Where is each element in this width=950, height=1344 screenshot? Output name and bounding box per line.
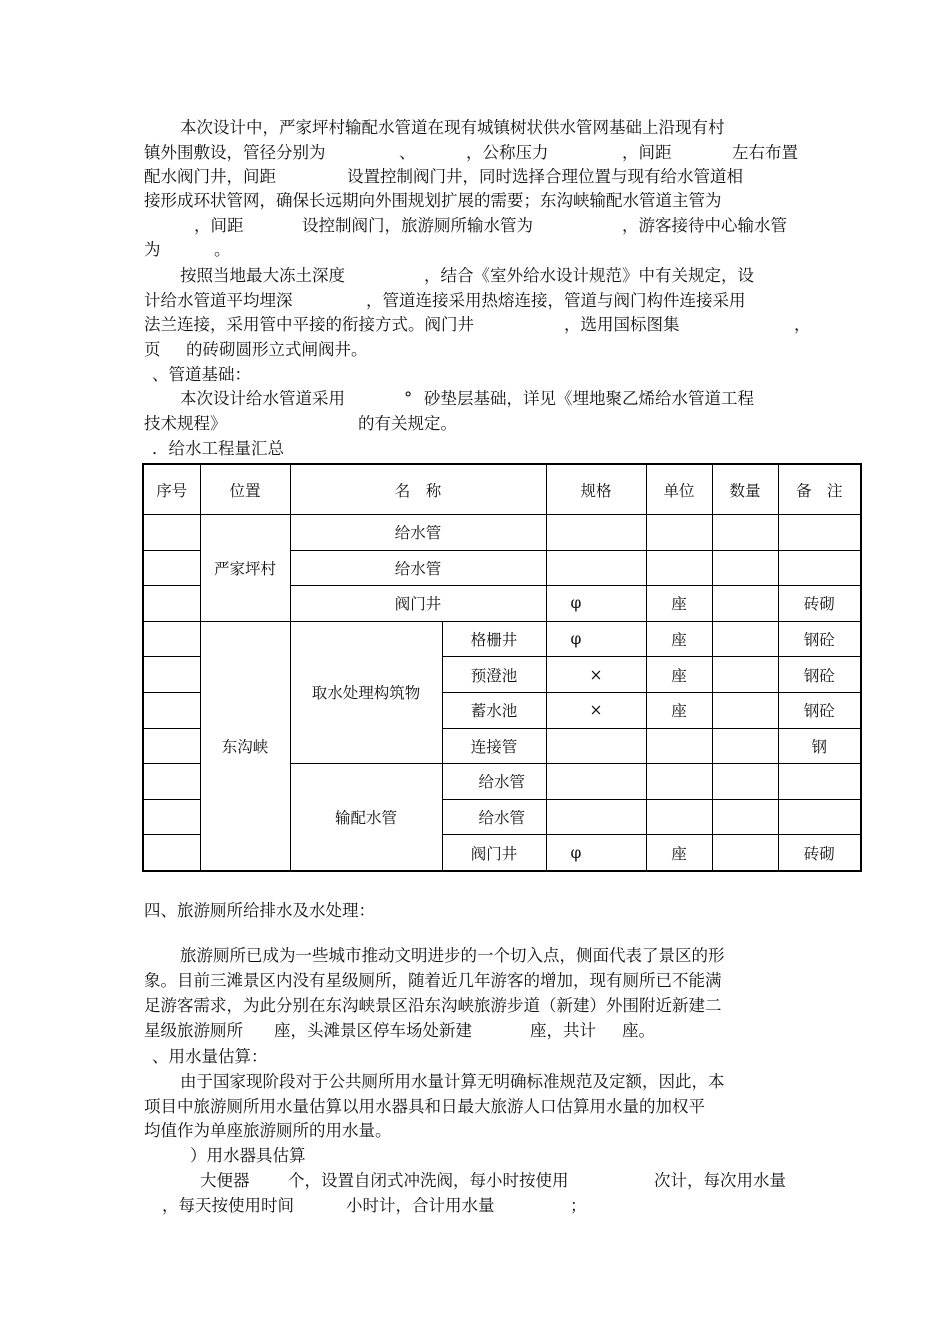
cell-unit <box>646 799 712 835</box>
fixture-estimation-heading: ）用水器具估算 <box>190 1146 306 1165</box>
text-segment: 的砖砌圆形立式闸阀井。 <box>186 340 368 359</box>
text-segment: ，结合《室外给水设计规范》中有关规定，设 <box>424 266 754 285</box>
text-segment: 计给水管道平均埋深 <box>144 291 293 310</box>
text-segment: 个，设置自闭式冲洗阀，每小时按使用 <box>288 1171 569 1190</box>
section-4-paragraph-2-line-1 <box>180 1071 725 1093</box>
table-row <box>143 515 861 551</box>
cell-unit <box>646 515 712 551</box>
cell-spec: φ <box>546 621 646 657</box>
cell-spec <box>546 764 646 800</box>
cell-name: 给水管 <box>290 550 546 586</box>
cell-no <box>143 586 200 622</box>
header-unit: 单位 <box>646 464 712 515</box>
cell-unit <box>646 728 712 764</box>
text-segment: 的有关规定。 <box>358 414 457 433</box>
cell-no <box>143 799 200 835</box>
text-segment: ，间距 <box>622 143 672 162</box>
text-segment: 砂垫层基础，详见《埋地聚乙烯给水管道工程 <box>424 389 754 408</box>
text-segment: 技术规程》 <box>144 414 227 433</box>
section-4-paragraph-2-line-3 <box>144 1120 392 1142</box>
text-segment: 小时计，合计用水量 <box>346 1196 495 1215</box>
text-segment: 、 <box>399 143 416 162</box>
group-intake: 取水处理构筑物 <box>290 621 442 763</box>
cell-spec <box>546 515 646 551</box>
cell-qty <box>712 764 778 800</box>
cell-qty <box>712 621 778 657</box>
paragraph-1-line-5 <box>144 215 787 237</box>
text-segment: 镇外围敷设，管径分别为 <box>144 143 326 162</box>
cell-no <box>143 728 200 764</box>
cell-remark: 砖砌 <box>778 586 861 622</box>
cell-remark <box>778 764 861 800</box>
section-4-paragraph-3-line-1 <box>200 1170 786 1192</box>
text-segment: 星级旅游厕所 <box>144 1021 243 1040</box>
text-segment: 法兰连接，采用管中平接的衔接方式。阀门井 <box>144 315 474 334</box>
cell-qty <box>712 586 778 622</box>
text-segment: 页 <box>144 340 161 359</box>
cell-name: 预澄池 <box>442 657 546 693</box>
cell-no <box>143 657 200 693</box>
cell-no <box>143 835 200 871</box>
table-row <box>143 621 861 657</box>
paragraph-2-line-3 <box>144 314 811 336</box>
paragraph-1-line-1 <box>180 117 725 139</box>
text-segment: ，选用国标图集 <box>564 315 680 334</box>
water-estimation-heading: 、用水量估算： <box>152 1047 268 1066</box>
text-segment: 左右布置 <box>732 143 798 162</box>
text-segment: 设置控制阀门井，同时选择合理位置与现有给水管道相 <box>347 167 743 186</box>
cell-unit: 座 <box>646 835 712 871</box>
text-segment: 足游客需求，为此分别在东沟峡景区沿东沟峡旅游步道（新建）外围附近新建二 <box>144 996 722 1015</box>
text-segment: 次计，每次用水量 <box>654 1171 786 1190</box>
text-segment: ，每天按使用时间 <box>162 1196 294 1215</box>
text-segment: ，间距 <box>194 216 244 235</box>
text-segment: ，公称压力 <box>466 143 549 162</box>
table-title: ．给水工程量汇总 <box>152 439 284 458</box>
cell-qty <box>712 835 778 871</box>
cell-unit: 座 <box>646 586 712 622</box>
paragraph-3-line-1 <box>180 388 754 410</box>
cell-no <box>143 621 200 657</box>
header-no: 序号 <box>143 464 200 515</box>
cell-no <box>143 764 200 800</box>
cell-spec: × <box>546 657 646 693</box>
cell-name: 连接管 <box>442 728 546 764</box>
paragraph-2-line-1 <box>180 265 754 287</box>
header-remark: 备 注 <box>778 464 861 515</box>
cell-name: 阀门井 <box>442 835 546 871</box>
cell-remark: 钢砼 <box>778 657 861 693</box>
text-segment: 均值作为单座旅游厕所的用水量。 <box>144 1121 392 1140</box>
paragraph-1-line-6 <box>144 239 231 261</box>
section-4-paragraph-1-line-2 <box>144 970 722 992</box>
cell-no <box>143 550 200 586</box>
text-segment: 座。 <box>622 1021 655 1040</box>
text-segment: ， <box>794 315 811 334</box>
section-4-paragraph-2-line-2 <box>144 1096 705 1118</box>
text-segment: 由于国家现阶段对于公共厕所用水量计算无明确标准规范及定额，因此，本 <box>180 1072 725 1091</box>
text-segment: 项目中旅游厕所用水量估算以用水器具和日最大旅游人口估算用水量的加权平 <box>144 1097 705 1116</box>
cell-qty <box>712 550 778 586</box>
header-name: 名 称 <box>290 464 546 515</box>
text-segment: 按照当地最大冻土深度 <box>180 266 345 285</box>
paragraph-1-line-2 <box>144 142 808 164</box>
cell-unit: 座 <box>646 657 712 693</box>
section-4-paragraph-1-line-4 <box>144 1020 655 1042</box>
table-header-row <box>143 464 861 515</box>
text-segment: ； <box>570 1196 587 1215</box>
text-segment: ，管道连接采用热熔连接，管道与阀门构件连接采用 <box>366 291 746 310</box>
group-distribution: 输配水管 <box>290 764 442 871</box>
cell-spec: φ <box>546 586 646 622</box>
text-segment: 旅游厕所已成为一些城市推动文明进步的一个切入点，侧面代表了景区的形 <box>180 946 725 965</box>
text-segment: 接形成环状管网，确保长远期向外围规划扩展的需要；东沟峡输配水管道主管为 <box>144 191 722 210</box>
text-segment: 大便器 <box>200 1171 250 1190</box>
section-4-paragraph-1-line-3 <box>144 995 722 1017</box>
cell-qty <box>712 728 778 764</box>
cell-name: 给水管 <box>290 515 546 551</box>
cell-spec <box>546 799 646 835</box>
group-yanjiaping: 严家坪村 <box>200 515 290 622</box>
cell-name: 给水管 <box>442 799 546 835</box>
cell-no <box>143 692 200 728</box>
cell-remark <box>778 550 861 586</box>
cell-no <box>143 515 200 551</box>
quantity-table <box>142 463 862 872</box>
cell-name: 给水管 <box>442 764 546 800</box>
header-spec: 规格 <box>546 464 646 515</box>
text-segment: ，游客接待中心输水管 <box>622 216 787 235</box>
text-segment: 本次设计中，严家坪村输配水管道在现有城镇树状供水管网基础上沿现有村 <box>180 118 725 137</box>
cell-remark: 钢砼 <box>778 621 861 657</box>
text-segment: ° <box>404 389 413 408</box>
text-segment: 配水阀门井，间距 <box>144 167 276 186</box>
section-4-heading: 四、旅游厕所给排水及水处理： <box>144 901 375 920</box>
paragraph-1-line-4 <box>144 190 722 212</box>
cell-qty <box>712 515 778 551</box>
paragraph-3-line-2 <box>144 413 457 435</box>
text-segment: 座，头滩景区停车场处新建 <box>274 1021 472 1040</box>
cell-remark <box>778 799 861 835</box>
cell-name: 格栅井 <box>442 621 546 657</box>
text-segment: 设控制阀门，旅游厕所输水管为 <box>302 216 533 235</box>
foundation-heading: 、管道基础： <box>152 365 251 384</box>
cell-spec: × <box>546 692 646 728</box>
section-4-paragraph-3-line-2 <box>144 1195 587 1217</box>
paragraph-2-line-2 <box>144 290 746 312</box>
cell-qty <box>712 657 778 693</box>
paragraph-1-line-3 <box>144 166 743 188</box>
text-segment: 。 <box>214 240 231 259</box>
cell-qty <box>712 692 778 728</box>
cell-spec <box>546 550 646 586</box>
cell-remark: 钢砼 <box>778 692 861 728</box>
cell-spec <box>546 728 646 764</box>
text-segment: 象。目前三滩景区内没有星级厕所，随着近几年游客的增加，现有厕所已不能满 <box>144 971 722 990</box>
header-qty: 数量 <box>712 464 778 515</box>
text-segment: 座，共计 <box>530 1021 596 1040</box>
text-segment: 为 <box>144 240 161 259</box>
cell-remark: 砖砌 <box>778 835 861 871</box>
cell-remark <box>778 515 861 551</box>
group-donggouxia: 东沟峡 <box>200 621 290 871</box>
cell-qty <box>712 799 778 835</box>
paragraph-2-line-4 <box>144 339 368 361</box>
header-location: 位置 <box>200 464 290 515</box>
cell-unit <box>646 550 712 586</box>
cell-remark: 钢 <box>778 728 861 764</box>
section-4-paragraph-1-line-1 <box>180 945 725 967</box>
cell-unit: 座 <box>646 692 712 728</box>
cell-name: 蓄水池 <box>442 692 546 728</box>
cell-unit <box>646 764 712 800</box>
cell-spec: φ <box>546 835 646 871</box>
cell-unit: 座 <box>646 621 712 657</box>
text-segment: 本次设计给水管道采用 <box>180 389 345 408</box>
cell-name: 阀门井 <box>290 586 546 622</box>
